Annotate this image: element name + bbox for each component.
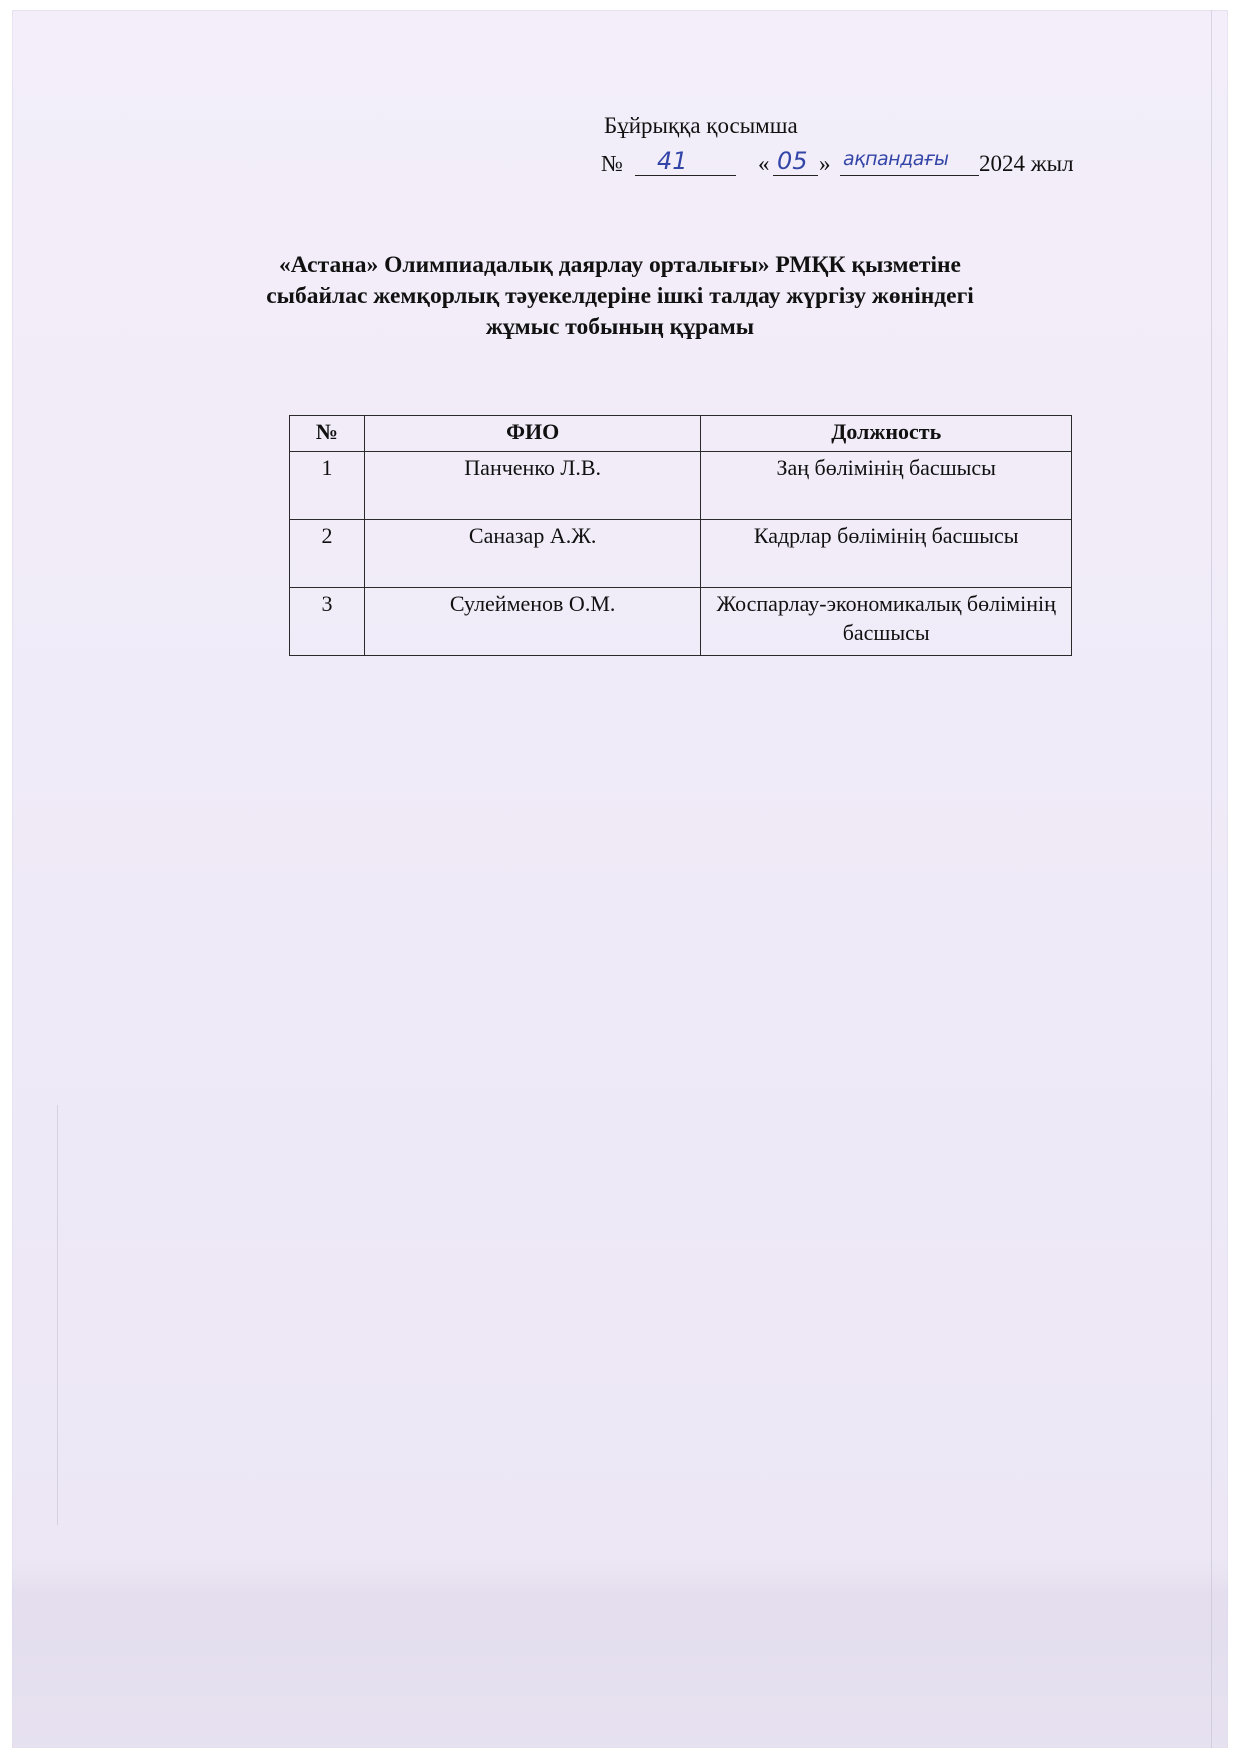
row-number: 3 (290, 588, 365, 656)
heading-line-2: сыбайлас жемқорлық тәуекелдеріне ішкі талдау жүргізу жөніндегі (266, 283, 974, 309)
heading-line-1: «Астана» Олимпиадалық даярлау орталығы» РМҚК қызметіне (279, 252, 961, 278)
table-row (290, 588, 1072, 656)
heading-line-3: жұмыс тобының құрамы (485, 314, 755, 340)
month-handwritten: ақпандағы (843, 148, 949, 170)
member-position: Заң бөлімінің басшысы (701, 452, 1072, 520)
appendix-title: Бұйрыққа қосымша (604, 113, 798, 138)
date-open-quote: « (758, 151, 770, 176)
document-heading (160, 250, 1080, 343)
scan-edge-line (1211, 10, 1212, 1748)
column-header-position: Должность (701, 416, 1072, 452)
day-handwritten: 05 (777, 147, 808, 175)
table-row (290, 452, 1072, 520)
member-position: Кадрлар бөлімінің басшысы (701, 520, 1072, 588)
member-name: Саназар А.Ж. (364, 520, 701, 588)
scan-edge-line (57, 1105, 58, 1525)
column-header-name: ФИО (364, 416, 701, 452)
order-reference-line (601, 145, 1101, 179)
table-header-row (290, 416, 1072, 452)
order-number-handwritten: 41 (657, 147, 688, 175)
order-number-label: № (601, 151, 623, 176)
scan-shadow-band (12, 1558, 1228, 1748)
row-number: 2 (290, 520, 365, 588)
date-close-quote: » (819, 151, 831, 176)
row-number: 1 (290, 452, 365, 520)
year-text: 2024 жыл (979, 151, 1074, 176)
table-row (290, 520, 1072, 588)
member-position: Жоспарлау-экономикалық бөлімінің басшысы (701, 588, 1072, 656)
member-name: Панченко Л.В. (364, 452, 701, 520)
working-group-table (289, 415, 1072, 656)
column-header-number: № (290, 416, 365, 452)
member-name: Сулейменов О.М. (364, 588, 701, 656)
